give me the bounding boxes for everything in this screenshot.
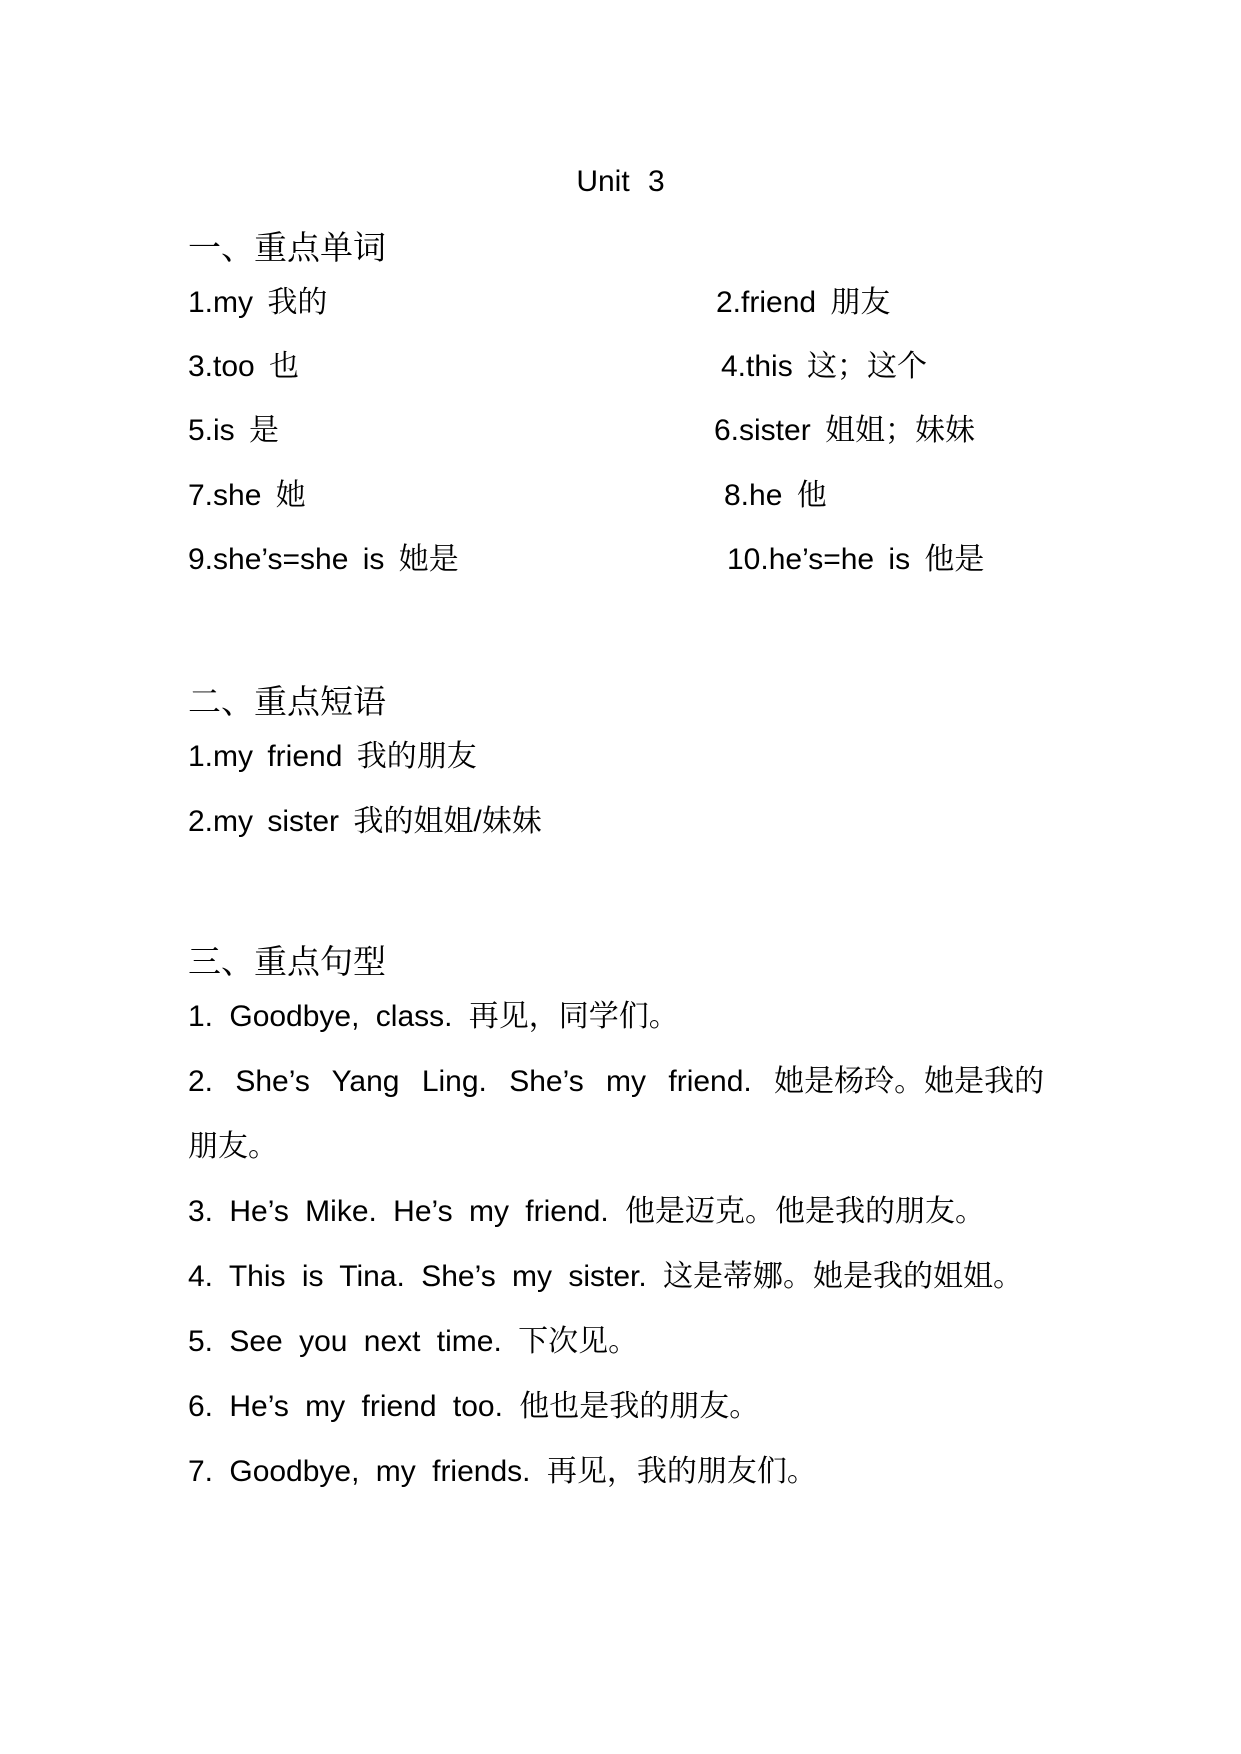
sentence-item-continued: 朋友。 — [188, 1130, 278, 1163]
phrase-item: 2.my sister 我的姐姐/妹妹 — [188, 805, 542, 838]
sentence-item: 6. He’s my friend too. 他也是我的朋友。 — [188, 1390, 760, 1423]
section-heading-words: 一、重点单词 — [188, 228, 386, 267]
section-heading-sentences: 三、重点句型 — [188, 942, 386, 981]
sentence-item: 1. Goodbye, class. 再见，同学们。 — [188, 1000, 679, 1033]
word-item: 5.is 是 — [188, 414, 280, 447]
word-item: 4.this 这；这个 — [721, 350, 928, 383]
page-title: Unit 3 — [576, 165, 665, 198]
word-item: 2.friend 朋友 — [716, 286, 891, 319]
sentence-item: 4. This is Tina. She’s my sister. 这是蒂娜。她是我的姐姐。 — [188, 1260, 1024, 1293]
word-item: 10.he’s=he is 他是 — [727, 543, 985, 576]
word-item: 9.she’s=she is 她是 — [188, 543, 459, 576]
sentence-item: 2. She’s Yang Ling. She’s my friend. 她是杨玲。她是我的 — [188, 1065, 1045, 1098]
word-item: 6.sister 姐姐；妹妹 — [714, 414, 976, 447]
section-heading-phrases: 二、重点短语 — [188, 682, 386, 721]
word-item: 7.she 她 — [188, 479, 306, 512]
sentence-item: 3. He’s Mike. He’s my friend. 他是迈克。他是我的朋友。 — [188, 1195, 986, 1228]
phrase-item: 1.my friend 我的朋友 — [188, 740, 477, 773]
sentence-item: 7. Goodbye, my friends. 再见，我的朋友们。 — [188, 1455, 817, 1488]
word-item: 1.my 我的 — [188, 286, 328, 319]
word-item: 3.too 也 — [188, 350, 300, 383]
sentence-item: 5. See you next time. 下次见。 — [188, 1325, 639, 1358]
word-item: 8.he 他 — [724, 479, 827, 512]
